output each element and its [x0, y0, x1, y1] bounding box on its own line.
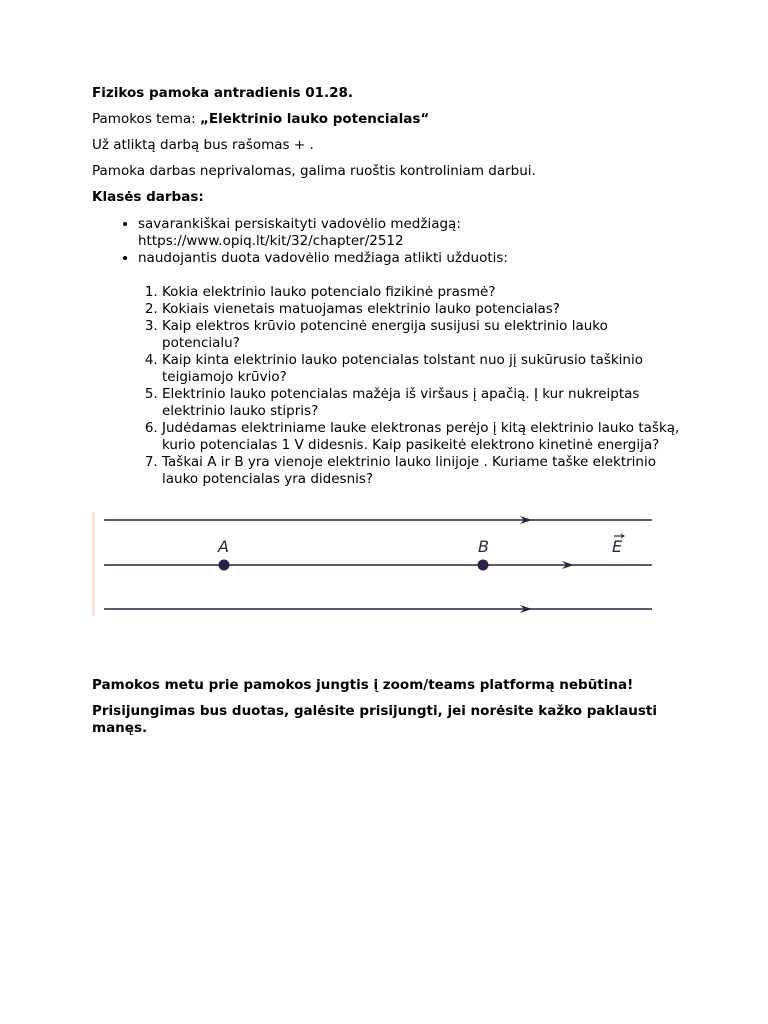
task-item: 4. Kaip kinta elektrinio lauko potencialas tolstant nuo jį sukūrusio taškinio teigiamojo krūvio? [162, 352, 682, 386]
field-lines-diagram [92, 512, 662, 616]
footer-join-note: Prisijungimas bus duotas, galėsite prisijungti, jei norėsite kažko paklausti manęs. [92, 703, 657, 736]
topic-name: „Elektrinio lauko potencialas“ [200, 111, 430, 127]
point-b-dot [478, 560, 489, 571]
topic-prefix: Pamokos tema: [92, 111, 200, 127]
bullet-item-tasks: • naudojantis duota vadovėlio medžiaga atlikti užduotis: [138, 250, 682, 267]
point-a-label: A [218, 537, 229, 556]
task-item: 6. Judėdamas elektriniame lauke elektronas perėjo į kitą elektrinio lauko tašką, kurio potencialas 1 V didesnis. Kaip pasikeitė elektrono kinetinė energija? [162, 420, 682, 454]
footer-zoom-note: Pamokos metu prie pamokos jungtis į zoom/teams platformą nebūtina! [92, 677, 634, 693]
point-b-label: B [478, 537, 489, 556]
task-item: 5. Elektrinio lauko potencialas mažėja iš viršaus į apačią. Į kur nukreiptas elektrinio lauko stipris? [162, 386, 682, 420]
optional-note: Pamoka darbas neprivalomas, galima ruoštis kontroliniam darbui. [92, 163, 536, 179]
classwork-heading: Klasės darbas: [92, 189, 204, 205]
task-list [92, 284, 682, 488]
classwork-bullets [92, 216, 682, 267]
lesson-footer [92, 677, 682, 746]
field-lines-svg [92, 512, 662, 616]
task-item: 3. Kaip elektros krūvio potencinė energija susijusi su elektrinio lauko potencialu? [162, 318, 682, 352]
task-item: 1. Kokia elektrinio lauko potencialo fizikinė prasmė? [162, 284, 682, 301]
lesson-content [92, 85, 682, 488]
task-item: 7. Taškai A ir B yra vienoje elektrinio lauko linijoje . Kuriame taške elektrinio lauko potencialas yra didesnis? [162, 454, 682, 488]
lesson-topic [92, 111, 682, 128]
diagram-left-edge [92, 512, 95, 616]
lesson-title: Fizikos pamoka antradienis 01.28. [92, 85, 354, 101]
grade-note: Už atliktą darbą bus rašomas + . [92, 137, 314, 153]
bullet-item-reading: • savarankiškai persiskaityti vadovėlio medžiagą: https://www.opiq.lt/kit/32/chapter/2512 [138, 216, 682, 250]
task-item: 2. Kokiais vienetais matuojamas elektrinio lauko potencialas? [162, 301, 682, 318]
field-vector-label: E [612, 537, 623, 556]
point-a-dot [219, 560, 230, 571]
